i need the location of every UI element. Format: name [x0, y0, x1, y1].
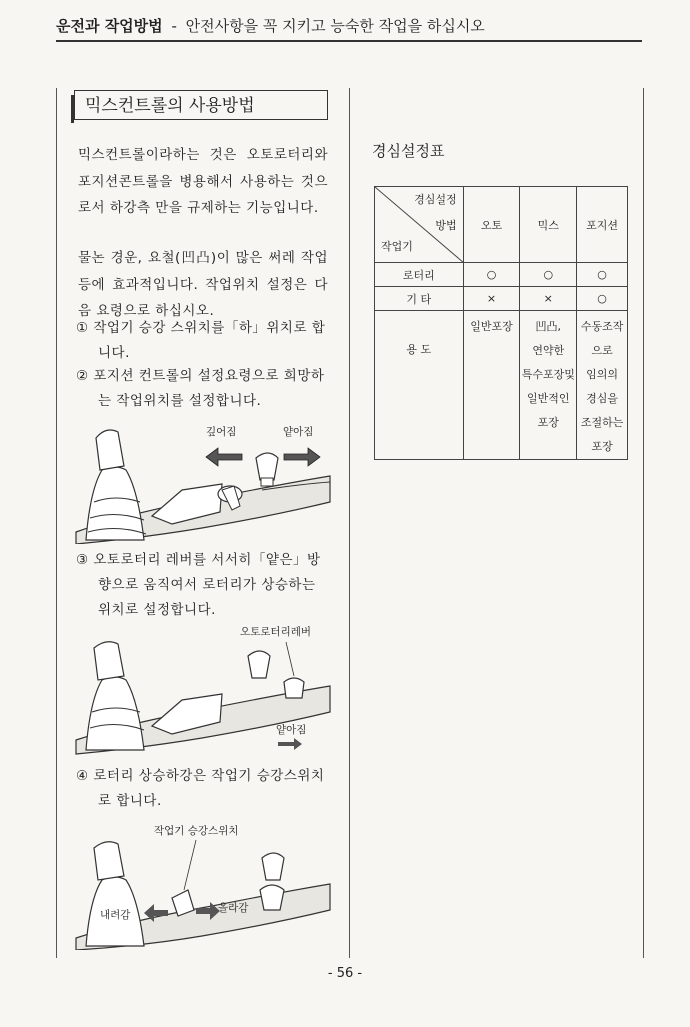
fig3-switch-label: 작업기 승강스위치: [154, 825, 239, 837]
left-margin-rule: [56, 88, 57, 958]
usage-position-line: 으로: [591, 344, 613, 357]
usage-position-line: 수동조작: [580, 320, 624, 333]
row-label-rotary: 로터리: [375, 263, 464, 287]
cell-other-mix: ×: [520, 287, 577, 311]
corner-label-method: 방법: [435, 219, 457, 232]
step-1: ① 작업기 승강 스위치를「하」위치로 합니다.: [76, 320, 326, 361]
table-corner-cell: [375, 187, 464, 263]
figure-lift-switch: [72, 838, 336, 950]
page-number: - 56 -: [327, 966, 363, 981]
header-separator: -: [171, 17, 177, 35]
usage-position-line: 조절하는: [580, 416, 624, 429]
usage-position-line: 임의의: [586, 368, 619, 381]
cell-other-auto: ×: [463, 287, 520, 311]
fig3-up-label: 올라감: [218, 902, 249, 914]
cell-usage-mix: [520, 311, 577, 460]
table-row: [375, 263, 628, 287]
fig3-down-label: 내려감: [100, 909, 131, 921]
cell-usage-position: [577, 311, 628, 460]
header-main-title: 운전과 작업방법: [56, 17, 163, 35]
cell-rotary-auto: ○: [463, 263, 520, 287]
usage-auto-line: 일반포장: [470, 320, 513, 333]
step-2: ② 포지션 컨트롤의 설정요령으로 희망하는 작업위치를 설정합니다.: [76, 368, 325, 409]
usage-mix-line: 포장: [537, 416, 559, 429]
intro-paragraph-2: 물논 경운, 요철(凹凸)이 많은 써레 작업등에 효과적입니다. 작업위치 설정은 다음 요령으로 하십시오.: [78, 250, 328, 319]
usage-mix-line: 凹凸,: [535, 320, 562, 333]
usage-mix-line: 일반적인: [527, 392, 570, 405]
usage-mix-line: 특수포장및: [521, 368, 575, 381]
table-title: 경심설정표: [372, 142, 445, 160]
step-4: ④ 로터리 상승하강은 작업기 승강스위치로 합니다.: [76, 768, 325, 809]
usage-mix-line: 연약한: [532, 344, 565, 357]
usage-position-line: 포장: [591, 440, 613, 453]
fig2-shallow-label: 얕아짐: [276, 724, 307, 736]
fig1-shallow-label: 얕아짐: [283, 426, 314, 438]
cell-rotary-position: ○: [577, 263, 628, 287]
step-3: ③ 오토로터리 레버를 서서히「얕은」방향으로 움직여서 로터리가 상승하는 위치로 설정합니다.: [76, 552, 321, 618]
row-label-usage: 용 도: [375, 311, 464, 460]
row-label-other: 기 타: [375, 287, 464, 311]
usage-position-line: 경심을: [586, 392, 619, 405]
col-header-mix: 믹스: [520, 187, 577, 263]
corner-label-setting: 경심설정: [414, 193, 457, 206]
depth-settings-table: [374, 186, 628, 460]
col-header-auto: 오토: [463, 187, 520, 263]
page-header: [56, 14, 642, 42]
table-row: [375, 311, 628, 460]
fig2-lever-label: 오토로터리레버: [240, 626, 312, 638]
cell-other-position: ○: [577, 287, 628, 311]
cell-usage-auto: [463, 311, 520, 460]
column-divider: [349, 88, 350, 958]
cell-rotary-mix: ○: [520, 263, 577, 287]
section-title: 믹스컨트롤의 사용방법: [74, 90, 328, 120]
figure-auto-rotary-lever: [72, 636, 336, 760]
right-margin-rule: [643, 88, 644, 958]
header-subtitle: 안전사항을 꼭 지키고 능숙한 작업을 하십시오: [185, 17, 485, 35]
table-row: [375, 287, 628, 311]
fig1-deep-label: 깊어짐: [206, 426, 237, 438]
corner-label-implement: 작업기: [381, 240, 413, 253]
intro-paragraph: 믹스컨트롤이라하는 것은 오토로터리와 포지션콘트롤을 병용해서 사용하는 것으로서 하강측 만을 규제하는 기능입니다.: [78, 147, 328, 216]
col-header-position: 포지션: [577, 187, 628, 263]
